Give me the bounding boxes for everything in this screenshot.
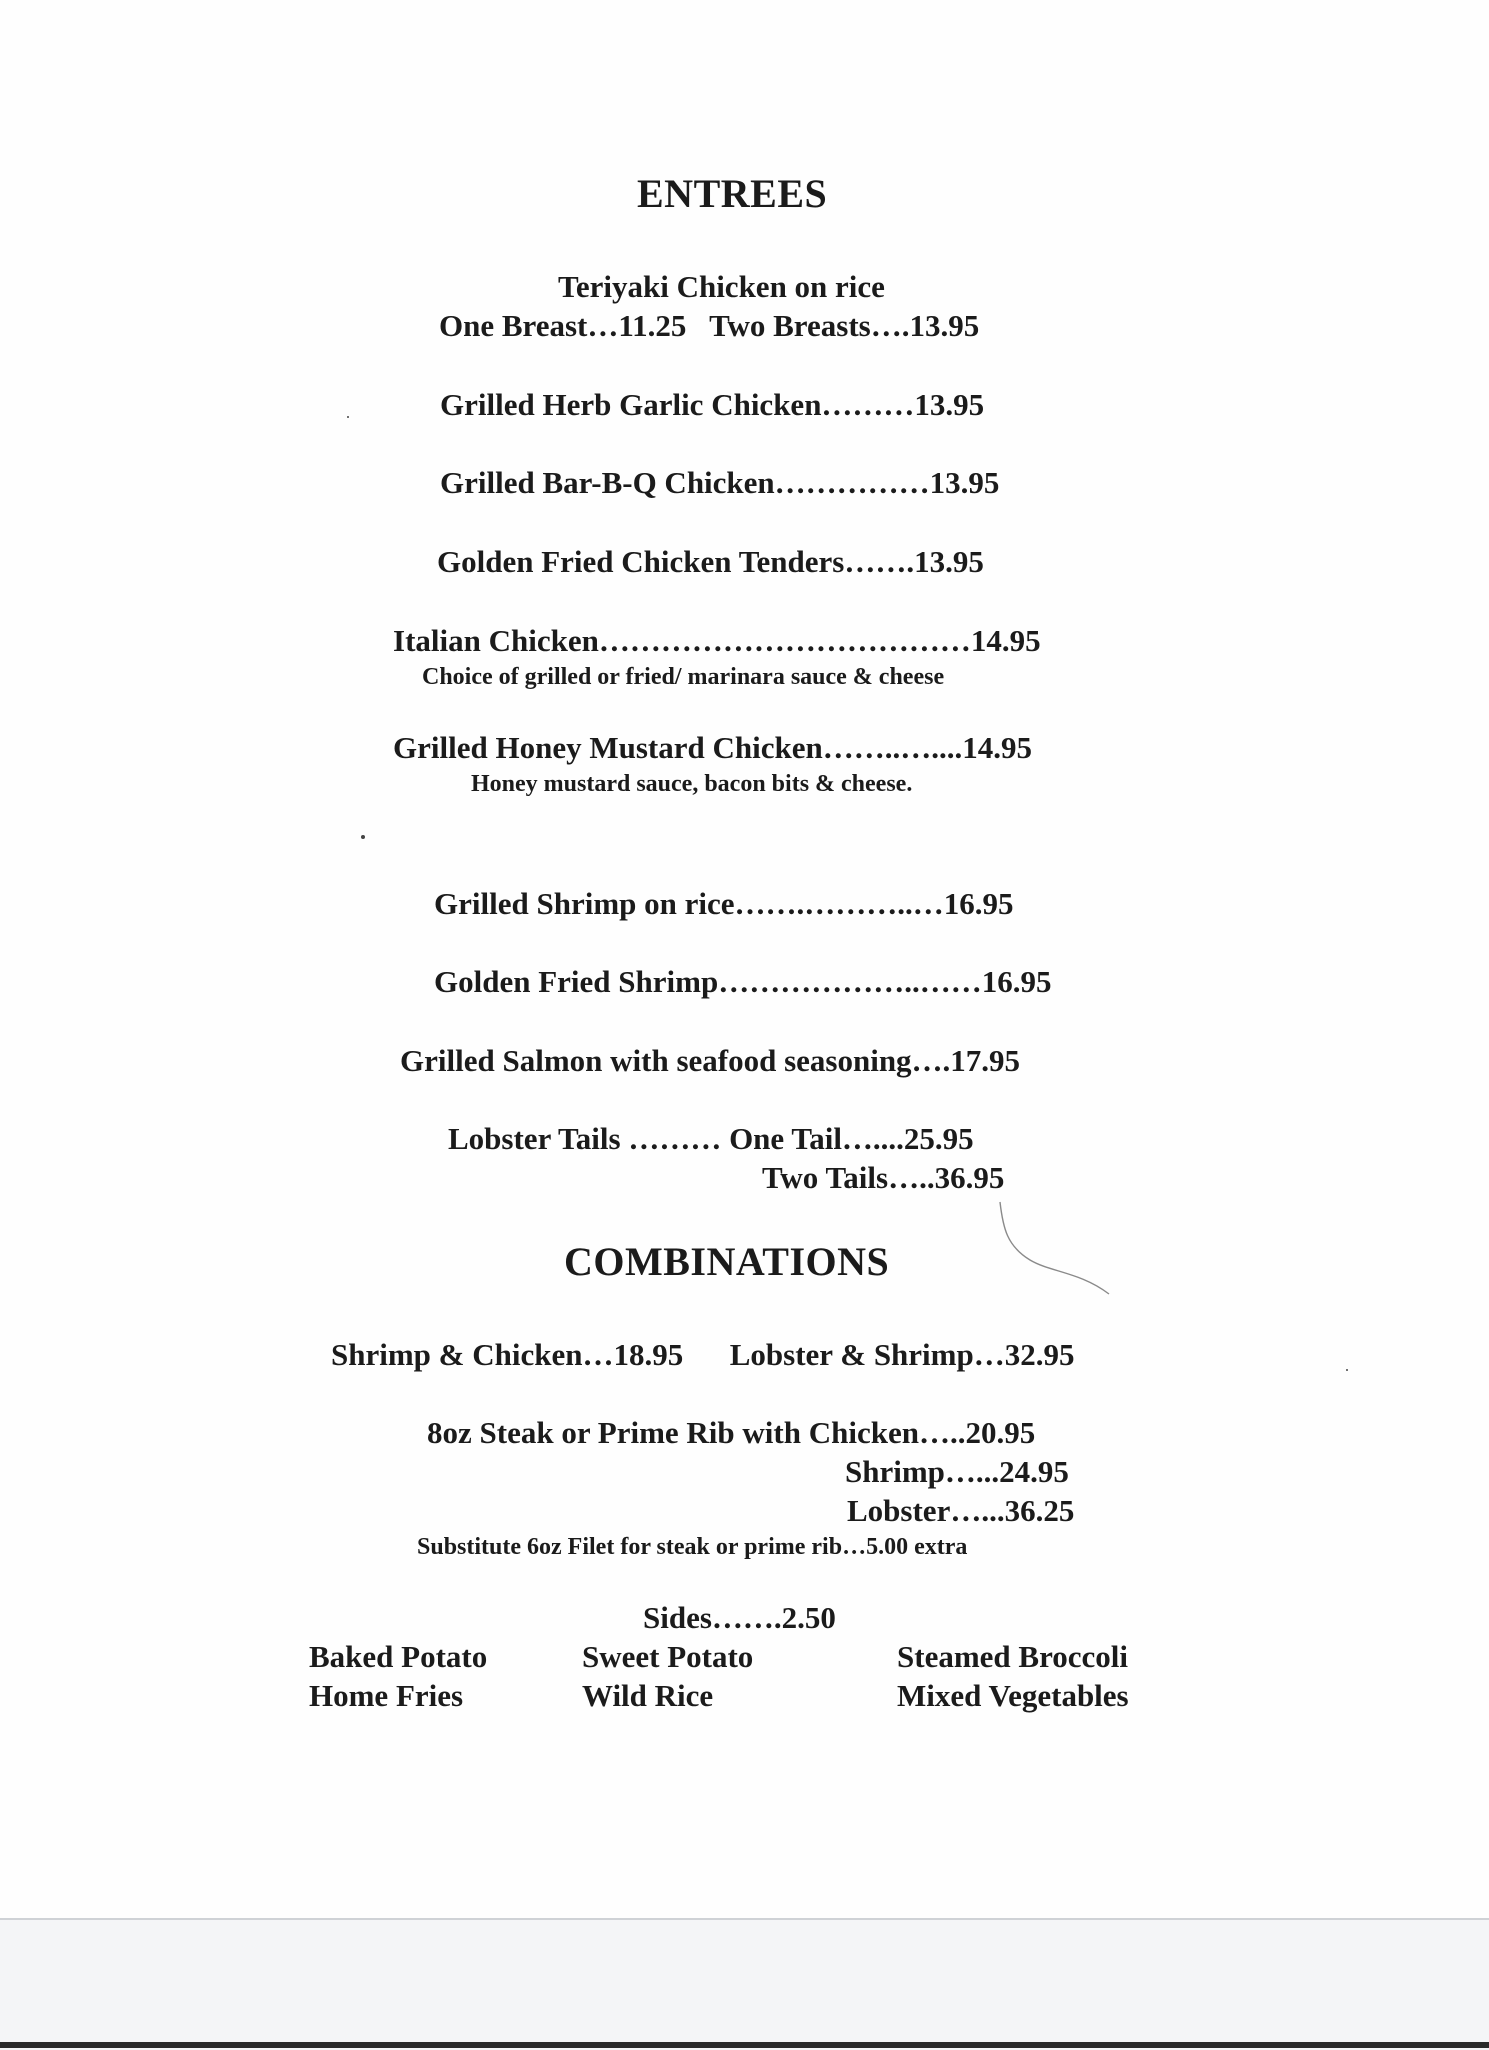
side-item: Mixed Vegetables bbox=[897, 1678, 1129, 1713]
menu-item: Golden Fried Chicken Tenders…….13.95 bbox=[437, 544, 984, 579]
menu-item: Grilled Bar-B-Q Chicken……………13.95 bbox=[440, 465, 1000, 500]
side-item: Baked Potato bbox=[309, 1639, 488, 1674]
filet-substitute-note: Substitute 6oz Filet for steak or prime rib…5.00 extra bbox=[417, 1534, 968, 1560]
steak-combo-lobster: Lobster…...36.25 bbox=[847, 1493, 1075, 1528]
lobster-tails-two: Two Tails…..36.95 bbox=[762, 1160, 1005, 1195]
scan-speck bbox=[347, 416, 349, 418]
menu-item: Grilled Shrimp on rice…….………..…16.95 bbox=[434, 886, 1014, 921]
steak-combo-shrimp: Shrimp…...24.95 bbox=[845, 1454, 1069, 1489]
menu-item: Grilled Herb Garlic Chicken………13.95 bbox=[440, 387, 985, 422]
menu-item: Grilled Salmon with seafood seasoning….17.95 bbox=[400, 1043, 1021, 1078]
italian-chicken-item: Italian Chicken………………………………14.95 bbox=[393, 623, 1041, 658]
teriyaki-name: Teriyaki Chicken on rice bbox=[558, 269, 885, 304]
side-item: Sweet Potato bbox=[582, 1639, 754, 1674]
honey-mustard-desc: Honey mustard sauce, bacon bits & cheese. bbox=[471, 771, 913, 797]
scan-speck bbox=[361, 835, 365, 839]
sides-title: Sides…….2.50 bbox=[643, 1600, 836, 1635]
menu-item: Golden Fried Shrimp………………..……16.95 bbox=[434, 964, 1052, 999]
teriyaki-prices: One Breast…11.25 Two Breasts….13.95 bbox=[439, 308, 980, 343]
side-item: Steamed Broccoli bbox=[897, 1639, 1129, 1674]
scan-speck bbox=[1346, 1369, 1348, 1371]
steak-combo-item: 8oz Steak or Prime Rib with Chicken…..20.95 bbox=[427, 1415, 1036, 1450]
side-item: Home Fries bbox=[309, 1678, 464, 1713]
combination-pair: Shrimp & Chicken…18.95 Lobster & Shrimp…32.95 bbox=[331, 1337, 1075, 1372]
scanner-bottom-border bbox=[0, 2042, 1489, 2048]
side-item: Wild Rice bbox=[582, 1678, 714, 1713]
scan-scratch-mark bbox=[995, 1198, 1115, 1298]
honey-mustard-item: Grilled Honey Mustard Chicken……..…....14.95 bbox=[393, 730, 1032, 765]
lobster-tails-item: Lobster Tails ……… One Tail…....25.95 bbox=[448, 1121, 974, 1156]
entrees-heading: ENTREES bbox=[637, 171, 828, 216]
scanner-bed-edge bbox=[0, 1918, 1489, 2050]
combinations-heading: COMBINATIONS bbox=[564, 1239, 890, 1284]
italian-chicken-desc: Choice of grilled or fried/ marinara sauce & cheese bbox=[422, 664, 945, 690]
